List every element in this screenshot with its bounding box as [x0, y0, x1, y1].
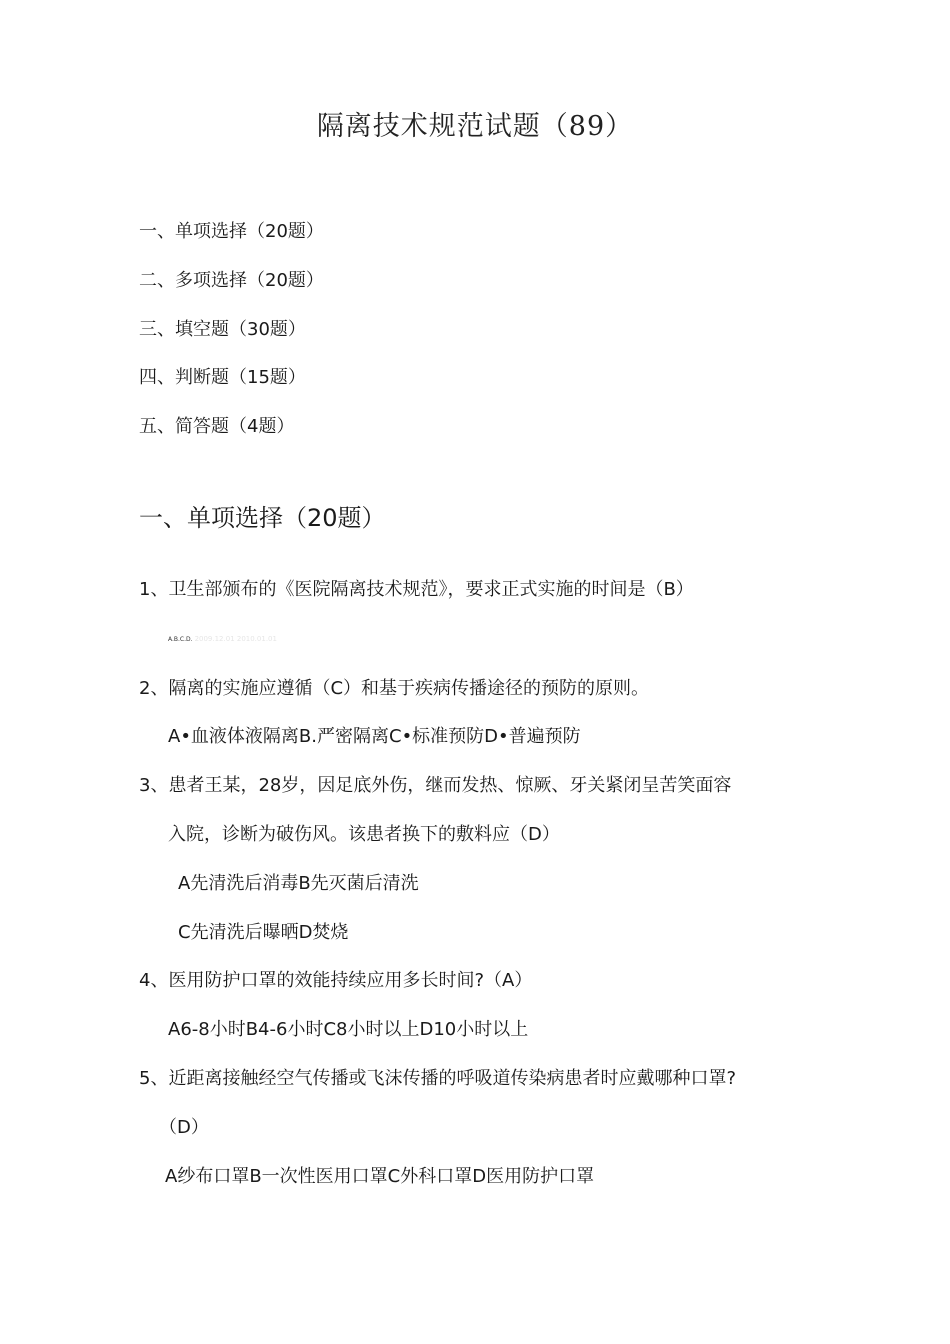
question-list	[139, 566, 839, 1201]
question-2-options: A•血液体液隔离B.严密隔离C•标准预防D•普遍预防	[168, 726, 581, 748]
question-1-options	[139, 615, 839, 665]
toc-item-short-answer: 五、简答题（4题）	[139, 416, 295, 438]
question-3-options-line1: A先清洗后消毒B先灭菌后清洗	[178, 872, 419, 894]
question-5-text-line1: 5、近距离接触经空气传播或飞沫传播的呼吸道传染病患者时应戴哪种口罩?	[139, 1067, 737, 1089]
section-heading-single-choice: 一、单项选择（20题）	[139, 504, 386, 532]
question-5-text-line2: （D）	[159, 1116, 209, 1138]
document-title: 隔离技术规范试题（89）	[316, 111, 634, 142]
question-1-option-values: 2009.12.01 2010.01.01	[194, 634, 277, 643]
question-4-options: A6-8小时B4-6小时C8小时以上D10小时以上	[168, 1019, 529, 1041]
question-2-text: 2、隔离的实施应遵循（C）和基于疾病传播途径的预防的原则。	[139, 677, 650, 699]
question-3-text-line2: 入院，诊断为破伤风。该患者换下的敷料应（D）	[168, 823, 560, 845]
question-1-option-letters: A.B.C.D.	[168, 635, 193, 643]
toc-item-single-choice: 一、单项选择（20题）	[139, 221, 324, 242]
toc-item-multiple-choice: 二、多项选择（20题）	[139, 269, 324, 291]
question-3-text-line1: 3、患者王某，28岁，因足底外伤，继而发热、惊厥、牙关紧闭呈苦笑面容	[139, 775, 732, 797]
toc-item-fill-blank: 三、填空题（30题）	[139, 318, 306, 340]
table-of-contents	[139, 208, 324, 452]
question-5-options: A纱布口罩B一次性医用口罩C外科口罩D医用防护口罩	[165, 1165, 595, 1187]
toc-item-true-false: 四、判断题（15题）	[139, 367, 306, 389]
question-3-options-line2: C先清洗后曝晒D焚烧	[178, 921, 349, 943]
question-1-text: 1、卫生部颁布的《医院隔离技术规范》，要求正式实施的时间是（B）	[139, 579, 694, 600]
question-4-text: 4、医用防护口罩的效能持续应用多长时间?（A）	[139, 970, 533, 992]
